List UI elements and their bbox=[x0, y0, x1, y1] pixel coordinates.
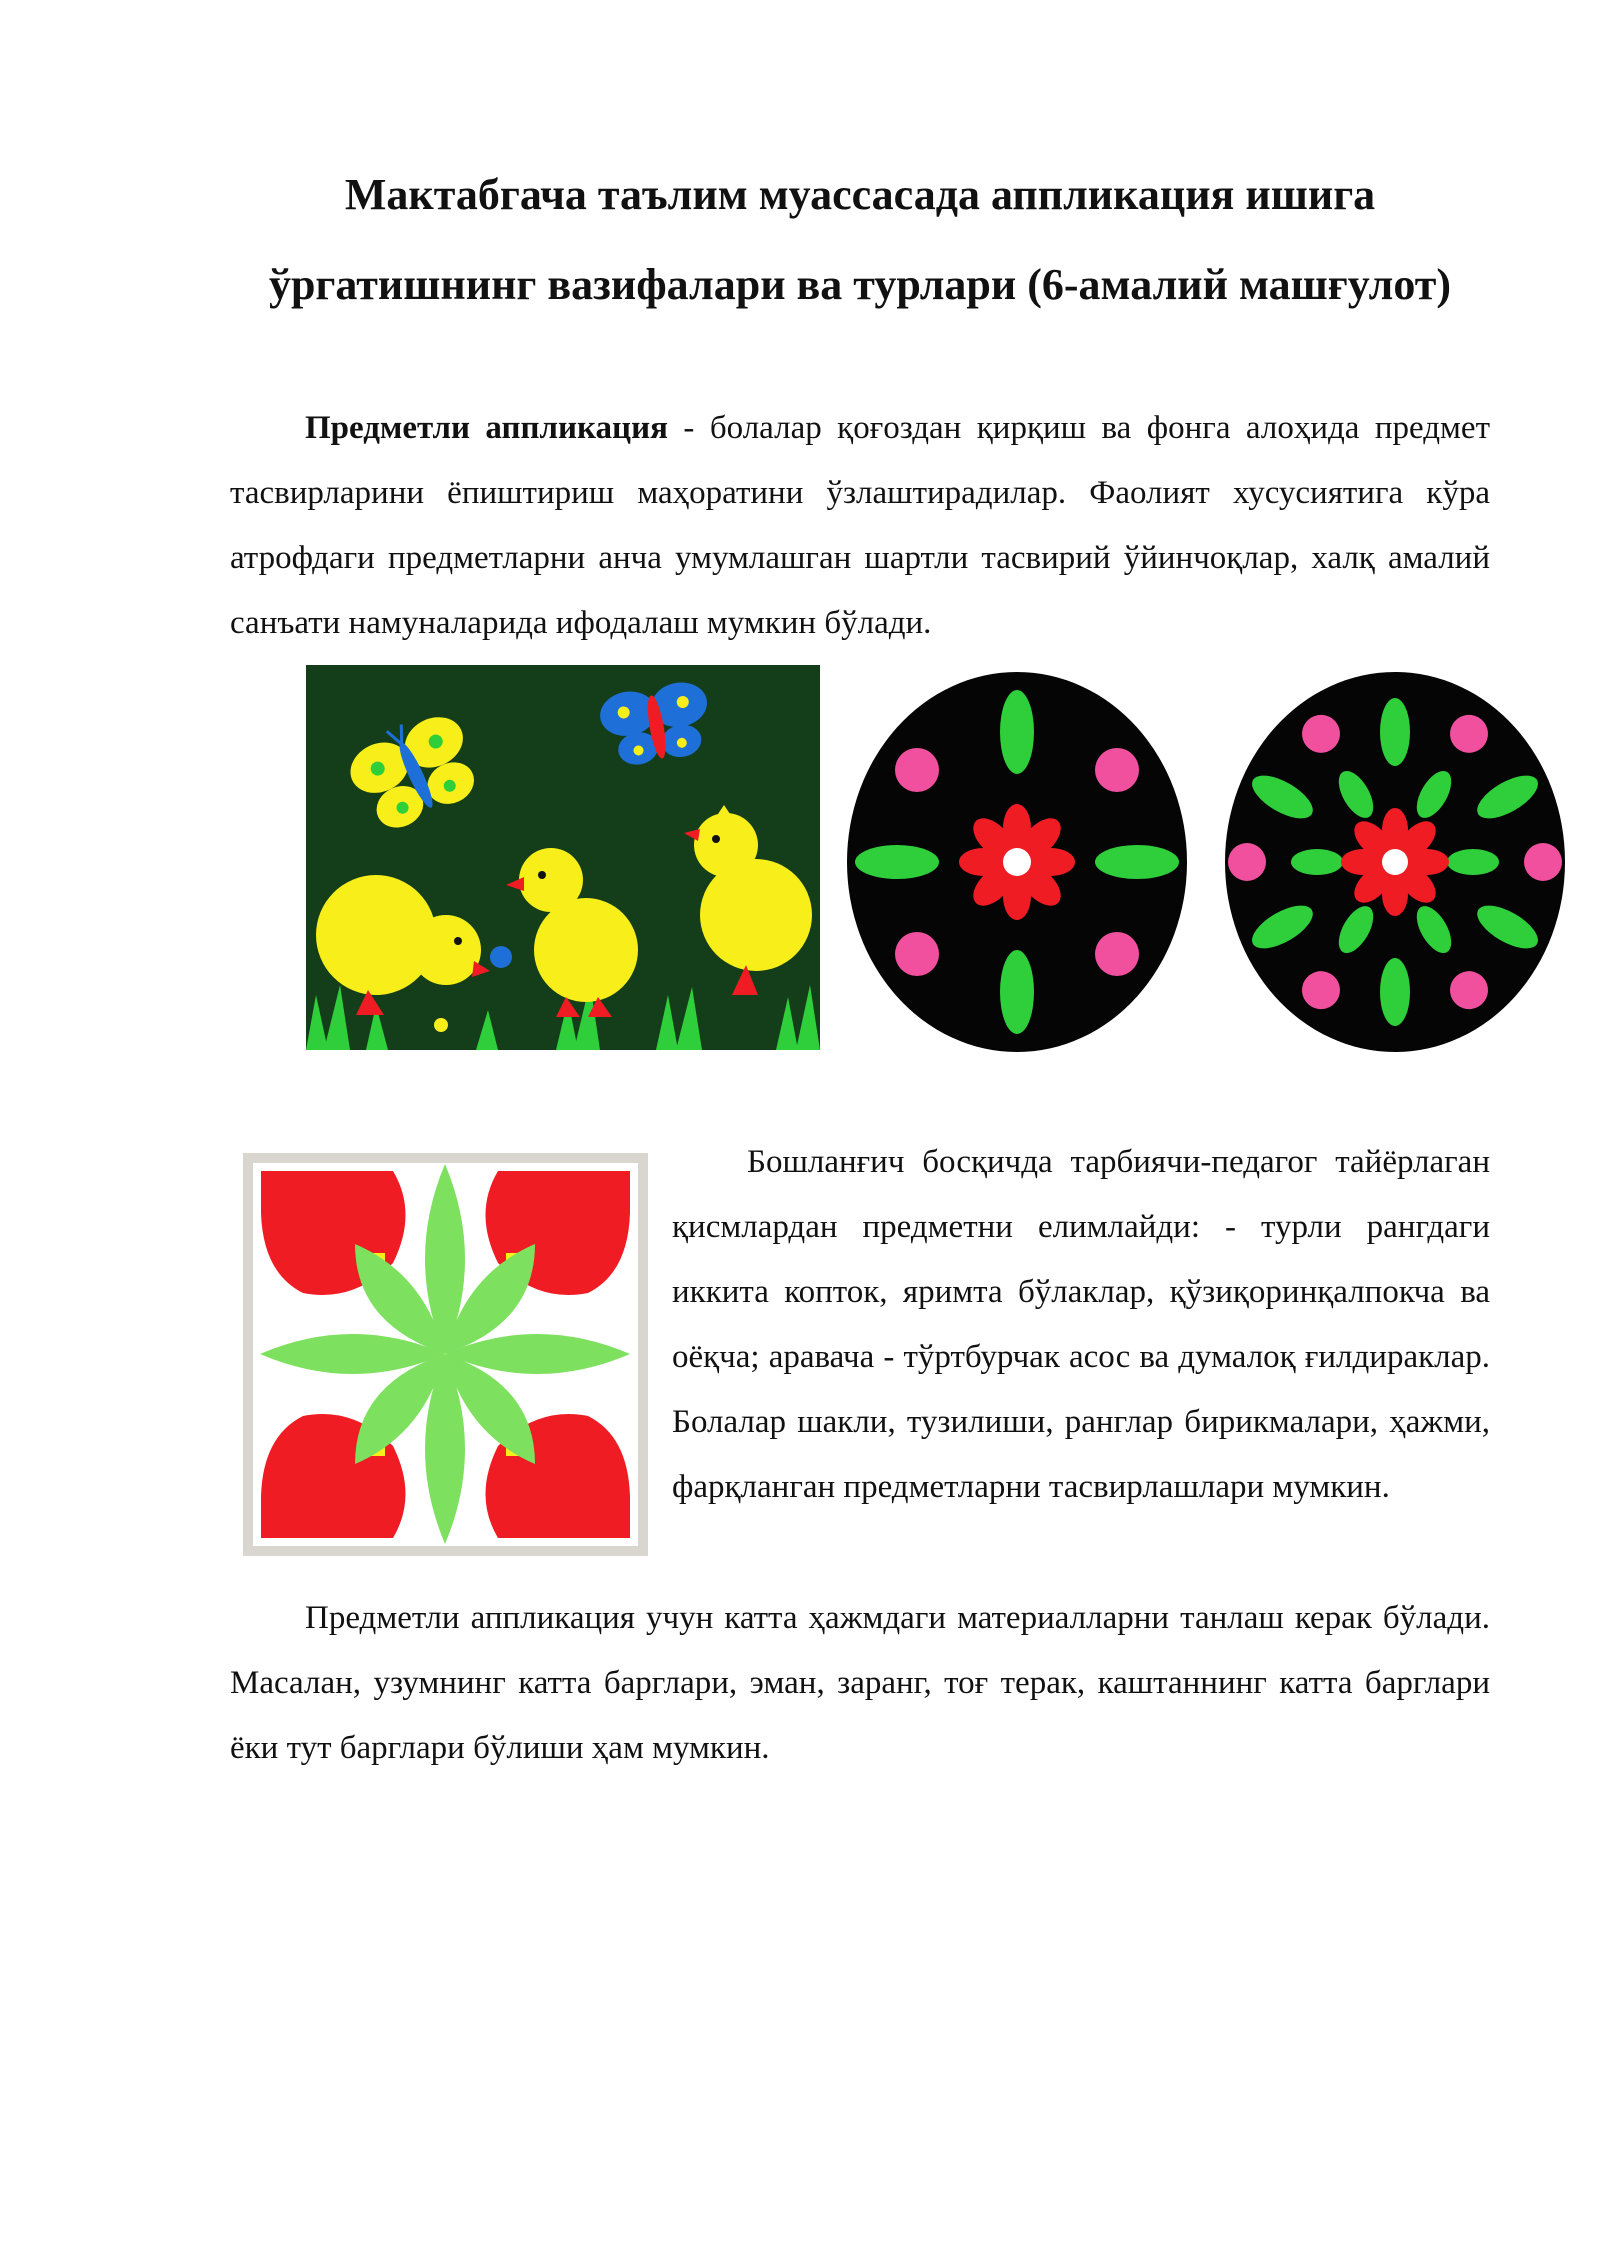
page-title: Мактабгача таълим муассасада аппликация ишига ўргатишнинг вазифалари ва турлари (6-амалий машғулот) bbox=[268, 170, 1452, 309]
paragraph-materials: Предметли аппликация учун катта ҳажмдаги материалларни танлаш керак бўлади. Масалан, узумнинг катта барглари, эман, заранг, тоғ терак, каштаннинг катта барглари ёки тут барглари бўлиши ҳам мумкин. bbox=[230, 1600, 1490, 1766]
paragraph-initial-stage: Бошланғич босқичда тарбиячи-педагог тайёрлаган қисмлардан предметни елимлайди: - турли рангдаги иккита копток, яримта бўлаклар, қўзиқоринқалпокча ва оёқча; аравача - тўртбурчак асос ва думалоқ ғилдираклар. Болалар шакли, тузилиши, ранглар бирикмалари, ҳажми, фарқланган предметларни тасвирлашлари мумкин. bbox=[672, 1144, 1490, 1505]
red-flower bbox=[959, 804, 1075, 920]
paragraph-intro bbox=[230, 396, 1490, 656]
chicks-butterflies-applique-image bbox=[306, 665, 820, 1050]
square-ornament-applique-image bbox=[243, 1153, 648, 1556]
term-object-applique: Предметли аппликация bbox=[305, 410, 668, 446]
circle-flower-pattern-image-2 bbox=[1223, 670, 1568, 1055]
circle-flower-pattern-image-1 bbox=[845, 670, 1190, 1055]
red-flower bbox=[1341, 808, 1449, 916]
paragraph-intro-text: - болалар қоғоздан қирқиш ва фонга алоҳида предмет тасвирларини ёпиштириш маҳоратини ўзлаштирадилар. Фаолият хусусиятига кўра атрофдаги предметларни анча умумлашган шартли тасвирий ўйинчоқлар, халқ амалий санъати намуналарида ифодалаш мумкин бўлади. bbox=[230, 410, 1491, 641]
